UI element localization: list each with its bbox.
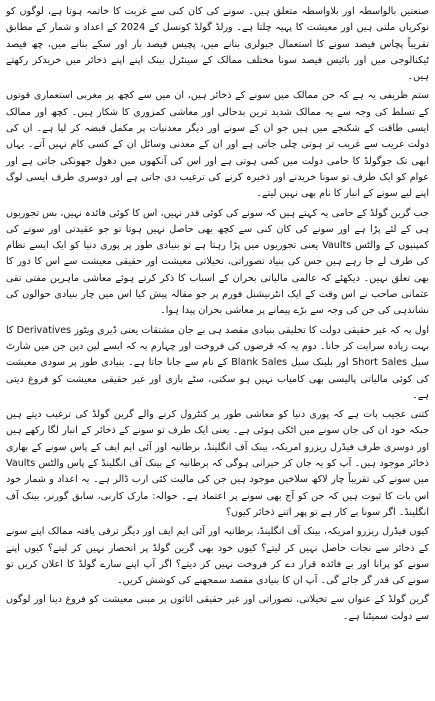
article-paragraph-1: صنعتیں بالواسطہ اور بلاواسطہ متعلق ہیں۔ سونے کی کان کنی سے غربت کا خاتمہ ہوتا ہے، لوگوں کو نوکریاں ملتی ہیں اور معیشت کا پہیہ چلتا ہے۔ ورلڈ گولڈ کونسل کے 2024 کے اعداد و شمار کے مطابق تقریباً پچاس فیصد سونے کا استعمال جیولری بنانے میں، پچیس فیصد بار اور سکے بنانے میں، چھ فیصد ٹیکنالوجی میں اور بائیس فیصد سونا مختلف ممالک کے سینٹرل بینک اپنے اپنے ذخائر میں خریدکر رکھتے ہیں۔ [6,6,429,83]
article-paragraph-3: جب گرین گولڈ کے حامی یہ کہتے ہیں کہ سونے کی کوئی قدر نہیں، اس کا کوئی فائدہ نہیں، بس تجوریوں ہی کے لئے پڑا ہے اور سونے کی کان کنی سے کچھ بھی حاصل نہیں ہوتا تو جو عقیدتی اور سونے کی کمپنیوں کے والٹس Vaults یعنی تجوریوں میں پڑا رہتا ہے تو بنیادی طور پر پوری دنیا کو ایک ایسے نظام کی طرف لے جا رہے ہیں جس کی بنیاد تصوراتی، تخیلاتی معیشت اور حقیقی معیشت سے اس کا دور کا بھی تعلق نہیں۔ دیکھئے کہ عالمی مالیاتی بحران کے اسباب کا ذکر کرتے ہوئے معاشی ماہرین مفتی تقی عثمانی صاحب نے اس وقت کے ایک انٹرنیشنل فورم پر جو مقالہ پیش کیا اس میں چار بنیادی حوالوں کی نشاندہی کی جن کی وجہ سے بڑے پیمانے پر معاشی بحران پیدا ہوا۔ [6,207,429,317]
article-paragraph-7: گرین گولڈ کے عنوان سے تخیلاتی، تصوراتی اور غیر حقیقی اثاثوں پر مبنی معیشت کو فروغ دینا اور لوگوں سے دولت سمیٹنا ہے۔ [6,594,429,622]
article-paragraph-5: کتنی عجیب بات ہے کہ پوری دنیا کو معاشی طور پر کنٹرول کرنے والے گرین گولڈ کی ترغیب دیتے ہیں جبکہ خود ان کی جان سونے میں اٹکی ہوئی ہے۔ یعنی ایک طرف تو سونے کے ذخائر کے انبار لگا رکھے ہیں اور دوسری طرف فیڈرل ریزرو امریکہ، بینک آف انگلینڈ، برطانیہ اور آئی ایم ایف کے پاس سونے کے بھاری ذخائر موجود ہیں۔ آپ کو یہ جان کر حیرانی ہوگی کہ برطانیہ کے بینک آف انگلینڈ کے پاس والٹس Vaults میں سونے کی تقریباً چار لاکھ سلاخیں موجود ہیں جن کی مالیت کئی ارب ڈالر ہے۔ یہ اعداد و شمار خود اس بات کا ثبوت ہیں کہ جن کو آج بھی سونے پر اعتماد ہے۔ حوالہ: مارک کارنی، سابق گورنر، بینک آف انگلینڈ۔ اگر سونا بے کار ہے تو پھر اتنے ذخائر کیوں؟ [6,409,429,518]
article-paragraph-4: اول یہ کہ غیر حقیقی دولت کا تخلیقی بنیادی مقصد ہی بے جان مشتقات یعنی ڈیری ویٹوز Derivatives کا بہت زیادہ سرایت کر جانا۔ دوم یہ کہ قرضوں کی فروخت اور چہارم یہ کہ ایسے لین دین جن میں شارٹ سیل Short Sales اور بلینک سیل Blank Sales کے نام سے جانا جاتا ہے۔ بنیادی طور پر سودی معیشت کی کوئی مالیاتی پالیسی بھی کامیاب نہیں ہو سکتی، سٹے بازی اور غیر حقیقی معیشت کو فروغ دیتی ہے۔ [6,324,429,401]
article-paragraph-6: کیوں فیڈرل ریزرو امریکہ، بینک آف انگلینڈ، برطانیہ اور آئی ایم ایف اور دیگر ترقی یافتہ ممالک اپنے سونے کے ذخائر سے نجات حاصل نہیں کر لیتے؟ کیوں خود بھی گرین گولڈ پر انحصار نہیں کر لیتے؟ کیوں اپنے سونے کو پرانا اور بے فائدہ قرار دے کر فروخت نہیں کر دیتے؟ اگر آپ اپنے سارے گولڈ کا اعلان کریں تو سونے کی قدر گر جائے گی۔ آپ ان کا بنیادی مقصد سمجھنے کی کوشش کریں۔ [6,526,429,587]
article-paragraph-2: ستم ظریفی یہ ہے کہ جن ممالک میں سونے کے ذخائر ہیں، ان میں سے کچھ پر مغربی استعماری قوتوں کے تسلط کی وجہ سے یہ ممالک شدید ترین بدحالی اور معاشی کمزوری کا شکار ہیں۔ کچھ اور ممالک ایسی طاقت کے شکنجے میں ہیں جو ان کے سونے اور دیگر معدنیات پر مکمل قبضہ کر لیا ہے۔ ان کی دولت غریب سے غریب تر ہوتی چلی جاتی ہے اور ان کے معدنی وسائل ان کے کسی کام نہیں آتے۔ یہاں ابھی تک جوگولڈ کا حامی دولت میں کمی ہوتی ہے اور اس کی آنکھوں میں دھول جھونکی جاتی ہے اور عوام کو ایک طرف تو سونا خریدنے اور ذخیرہ کرنے کی ترغیب دی جاتی ہے اور دوسری طرف ایسی لوگ اپنے لیے سونے کے انبار کا نام بھی نہیں لیتے۔ [6,90,429,200]
